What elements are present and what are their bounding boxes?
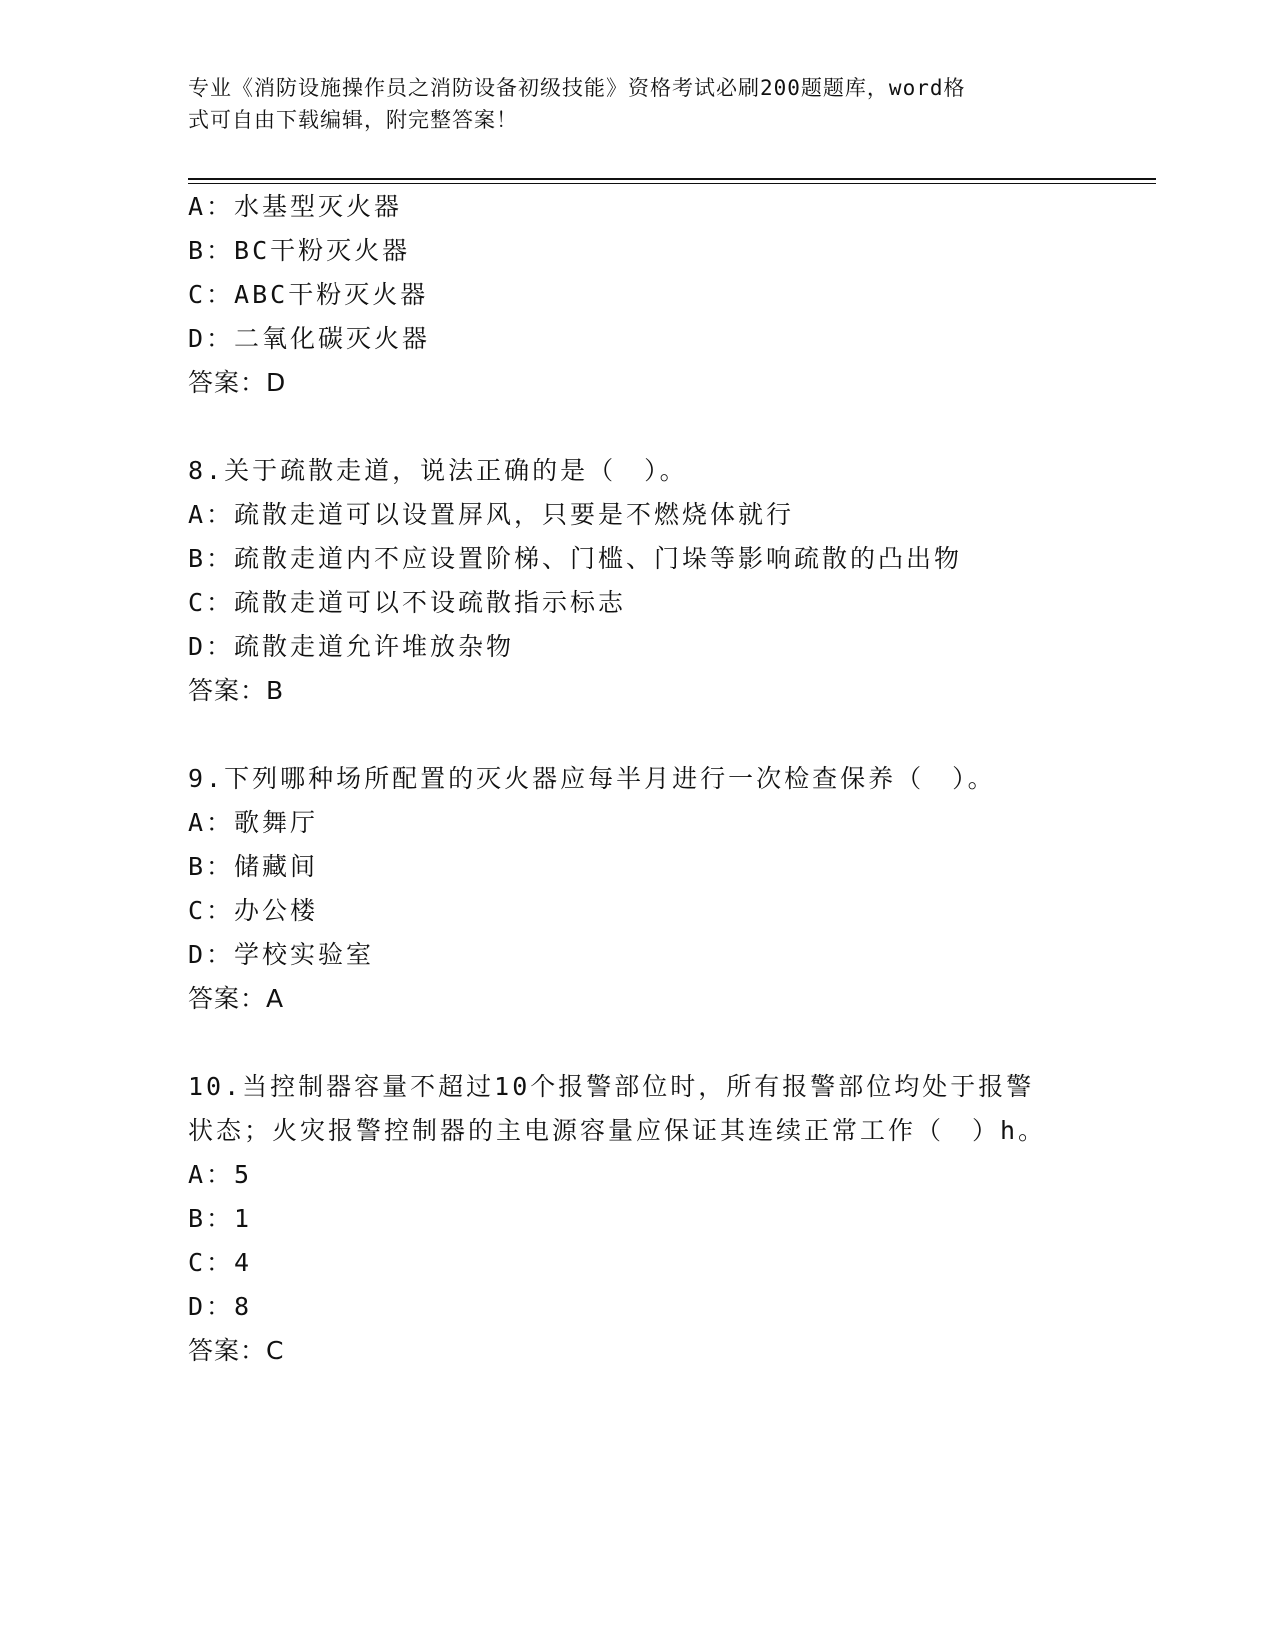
q8-option-a: A：疏散走道可以设置屏风，只要是不燃烧体就行 xyxy=(188,500,795,529)
q10-answer: 答案：C xyxy=(188,1336,285,1365)
document-header xyxy=(188,72,1068,136)
q7-option-c: C：ABC干粉灭火器 xyxy=(188,280,429,309)
q9-option-b: B：储藏间 xyxy=(188,852,319,881)
header-line-1: 专业《消防设施操作员之消防设备初级技能》资格考试必刷200题题库，word格 xyxy=(188,76,966,100)
q8-answer: 答案：B xyxy=(188,676,285,705)
q8-option-d: D：疏散走道允许堆放杂物 xyxy=(188,632,515,661)
header-divider-thick xyxy=(188,178,1156,180)
q10-option-c: C：4 xyxy=(188,1248,253,1277)
q9-answer: 答案：A xyxy=(188,984,285,1013)
q7-option-d: D：二氧化碳灭火器 xyxy=(188,324,431,353)
q10-question-line-2: 状态；火灾报警控制器的主电源容量应保证其连续正常工作（ ）h。 xyxy=(188,1116,1047,1145)
q9-option-a: A：歌舞厅 xyxy=(188,808,319,837)
q10-option-a: A：5 xyxy=(188,1160,253,1189)
q10-option-b: B：1 xyxy=(188,1204,253,1233)
q10-question-line-1: 10.当控制器容量不超过10个报警部位时，所有报警部位均处于报警 xyxy=(188,1072,1035,1101)
q8-option-b: B：疏散走道内不应设置阶梯、门槛、门垛等影响疏散的凸出物 xyxy=(188,544,963,573)
q7-option-a: A：水基型灭火器 xyxy=(188,192,403,221)
q8-option-c: C：疏散走道可以不设疏散指示标志 xyxy=(188,588,627,617)
q7-option-b: B：BC干粉灭火器 xyxy=(188,236,411,265)
q9-option-d: D：学校实验室 xyxy=(188,940,375,969)
q8-question: 8.关于疏散走道，说法正确的是（ ）。 xyxy=(188,456,688,485)
q7-answer: 答案：D xyxy=(188,368,287,397)
header-line-2: 式可自由下载编辑，附完整答案！ xyxy=(188,108,518,132)
q9-option-c: C：办公楼 xyxy=(188,896,319,925)
q10-option-d: D：8 xyxy=(188,1292,253,1321)
q9-question: 9.下列哪种场所配置的灭火器应每半月进行一次检查保养（ ）。 xyxy=(188,764,996,793)
header-divider-thin xyxy=(188,183,1156,184)
